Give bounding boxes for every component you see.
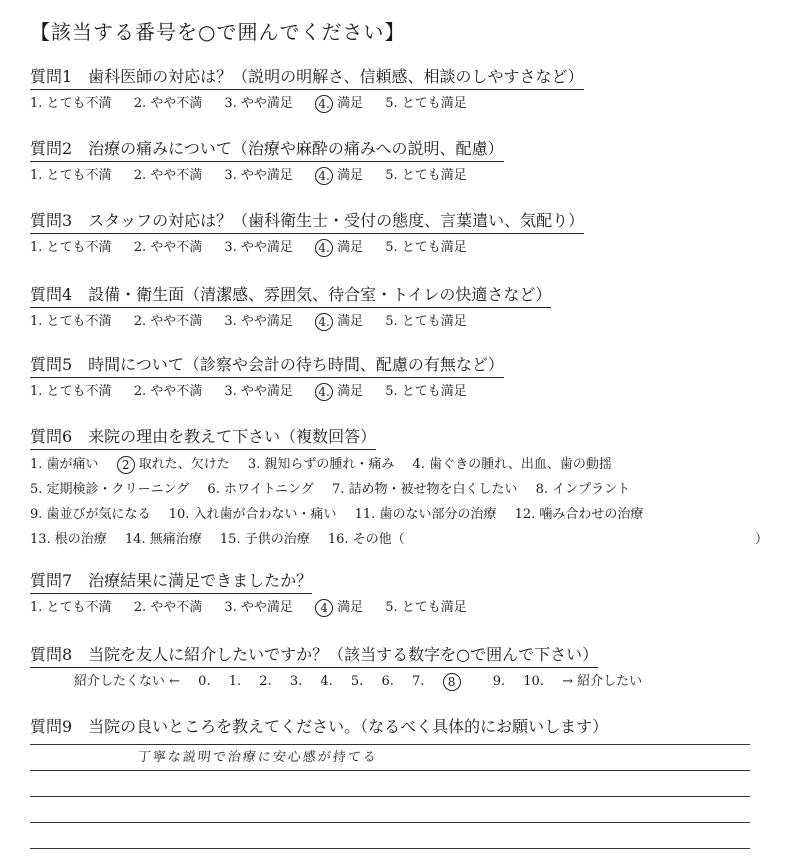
option-1[interactable]: 1. とても不満	[30, 240, 112, 255]
selection-circle: 8	[443, 673, 461, 691]
scale-5[interactable]: 5.	[350, 674, 364, 689]
page-title: 【該当する番号を○で囲んでください】	[30, 20, 406, 44]
question-3	[30, 210, 790, 260]
scale-2[interactable]: 2.	[259, 674, 272, 689]
reason-option[interactable]: 13. 根の治療	[30, 532, 107, 547]
option-5[interactable]: 5. とても満足	[385, 314, 467, 329]
scale-1[interactable]: 1.	[228, 674, 242, 689]
question-2-text: 質問2 治療の痛みについて（治療や麻酔の痛みへの説明、配慮）	[30, 138, 504, 162]
option-3[interactable]: 3. やや満足	[224, 96, 293, 111]
question-7-text: 質問7 治療結果に満足できましたか？	[30, 570, 312, 594]
option-2[interactable]: 2. やや不満	[133, 96, 203, 111]
option-2[interactable]: 2. やや不満	[133, 314, 203, 329]
option-3[interactable]: 3. やや満足	[224, 240, 293, 255]
question-4	[30, 284, 790, 334]
question-3-options	[30, 236, 790, 260]
question-2-options	[30, 164, 790, 188]
selection-circle: 4	[315, 599, 333, 617]
reason-option[interactable]: 4. 歯ぐきの腫れ、出血、歯の動揺	[412, 457, 612, 472]
reason-option[interactable]: 1. 歯が痛い	[30, 457, 99, 472]
reason-option[interactable]: 14. 無痛治療	[124, 532, 202, 547]
option-4-selected[interactable]: 4. 満足	[315, 380, 363, 404]
question-6-row-2	[30, 477, 790, 502]
scale-10[interactable]: 10.	[523, 674, 544, 689]
reason-option[interactable]: 7. 詰め物・被せ物を白くしたい	[331, 482, 518, 497]
question-2	[30, 138, 790, 188]
recommend-scale	[30, 670, 790, 694]
scale-8-selected[interactable]	[443, 674, 475, 689]
question-4-options	[30, 310, 790, 334]
scale-4[interactable]: 4.	[320, 674, 333, 689]
selection-circle: 4.	[315, 383, 333, 401]
reason-option-other[interactable]: 16. その他（	[327, 532, 405, 547]
selection-circle: 4.	[315, 239, 333, 257]
option-4-selected[interactable]: 4. 満足	[315, 164, 363, 188]
option-2[interactable]: 2. やや不満	[133, 168, 203, 183]
question-8	[30, 644, 790, 694]
question-3-text: 質問3 スタッフの対応は？（歯科衛生士・受付の態度、言葉遣い、気配り）	[30, 210, 584, 234]
reason-option[interactable]: 8. インプラント	[535, 482, 631, 497]
reason-option[interactable]: 15. 子供の治療	[219, 532, 310, 547]
answer-line	[30, 744, 750, 745]
reason-option[interactable]: 5. 定期検診・クリーニング	[30, 482, 190, 497]
option-4-selected[interactable]: 4. 満足	[315, 92, 363, 116]
option-5[interactable]: 5. とても満足	[385, 96, 467, 111]
option-1[interactable]: 1. とても不満	[30, 314, 112, 329]
answer-line	[30, 848, 750, 849]
reason-option[interactable]: 11. 歯のない部分の治療	[354, 507, 497, 522]
reason-option[interactable]: 3. 親知らずの腫れ・痛み	[247, 457, 395, 472]
question-7	[30, 570, 790, 620]
option-1[interactable]: 1. とても不満	[30, 600, 112, 615]
option-2[interactable]: 2. やや不満	[133, 384, 203, 399]
reason-option[interactable]: 12. 噛み合わせの治療	[514, 507, 644, 522]
question-9-text: 質問9 当院の良いところを教えてください。（なるべく具体的にお願いします）	[30, 717, 609, 736]
question-5-options	[30, 380, 790, 404]
question-5-text: 質問5 時間について（診察や会計の待ち時間、配慮の有無など）	[30, 354, 504, 378]
question-8-text: 質問8 当院を友人に紹介したいですか？（該当する数字を○で囲んで下さい）	[30, 644, 598, 668]
scale-0[interactable]: 0.	[198, 674, 211, 689]
option-2[interactable]: 2. やや不満	[133, 240, 203, 255]
option-5[interactable]: 5. とても満足	[385, 240, 467, 255]
question-6-row-4	[30, 527, 790, 552]
option-5[interactable]: 5. とても満足	[385, 168, 467, 183]
selection-circle: 4.	[315, 95, 333, 113]
option-1[interactable]: 1. とても不満	[30, 96, 112, 111]
question-4-text: 質問4 設備・衛生面（清潔感、雰囲気、待合室・トイレの快適さなど）	[30, 284, 551, 308]
question-9	[30, 716, 790, 742]
question-7-options	[30, 596, 790, 620]
option-5[interactable]: 5. とても満足	[385, 600, 467, 615]
scale-3[interactable]: 3.	[289, 674, 303, 689]
option-4-selected[interactable]: 4. 満足	[315, 310, 363, 334]
answer-line	[30, 822, 750, 823]
reason-option-selected[interactable]: 2 取れた、欠けた	[117, 452, 230, 477]
answer-line	[30, 796, 750, 797]
option-3[interactable]: 3. やや満足	[224, 168, 293, 183]
reason-option[interactable]: 10. 入れ歯が合わない・痛い	[168, 507, 337, 522]
answer-line	[30, 770, 750, 771]
selection-circle: 4.	[315, 313, 333, 331]
question-6-row-3	[30, 502, 790, 527]
selection-circle: 4.	[315, 167, 333, 185]
selection-circle: 2	[117, 456, 135, 474]
question-1-options	[30, 92, 790, 116]
scale-right-label: → 紹介したい	[562, 674, 643, 689]
handwritten-answer[interactable]: 丁寧な説明で治療に安心感が持てる	[137, 750, 379, 765]
question-6-text: 質問6 来院の理由を教えて下さい（複数回答）	[30, 426, 376, 450]
scale-7[interactable]: 7.	[412, 674, 425, 689]
question-5	[30, 354, 790, 404]
option-3[interactable]: 3. やや満足	[224, 384, 293, 399]
question-1	[30, 66, 790, 116]
question-6-row-1	[30, 452, 790, 477]
other-close-paren: ）	[755, 532, 769, 547]
scale-left-label: 紹介したくない ←	[74, 674, 181, 689]
option-1[interactable]: 1. とても不満	[30, 168, 112, 183]
question-1-text: 質問1 歯科医師の対応は？（説明の明解さ、信頼感、相談のしやすさなど）	[30, 66, 584, 90]
reason-option[interactable]: 9. 歯並びが気になる	[30, 507, 151, 522]
reason-option[interactable]: 6. ホワイトニング	[207, 482, 314, 497]
option-4-selected[interactable]: 4. 満足	[315, 236, 363, 260]
option-4-selected[interactable]: 4 満足	[315, 596, 363, 620]
option-5[interactable]: 5. とても満足	[385, 384, 467, 399]
option-3[interactable]: 3. やや満足	[224, 600, 293, 615]
option-1[interactable]: 1. とても不満	[30, 384, 112, 399]
option-2[interactable]: 2. やや不満	[133, 600, 203, 615]
option-3[interactable]: 3. やや満足	[224, 314, 293, 329]
question-6	[30, 426, 790, 552]
scale-6[interactable]: 6.	[381, 674, 394, 689]
scale-9[interactable]: 9.	[492, 674, 506, 689]
